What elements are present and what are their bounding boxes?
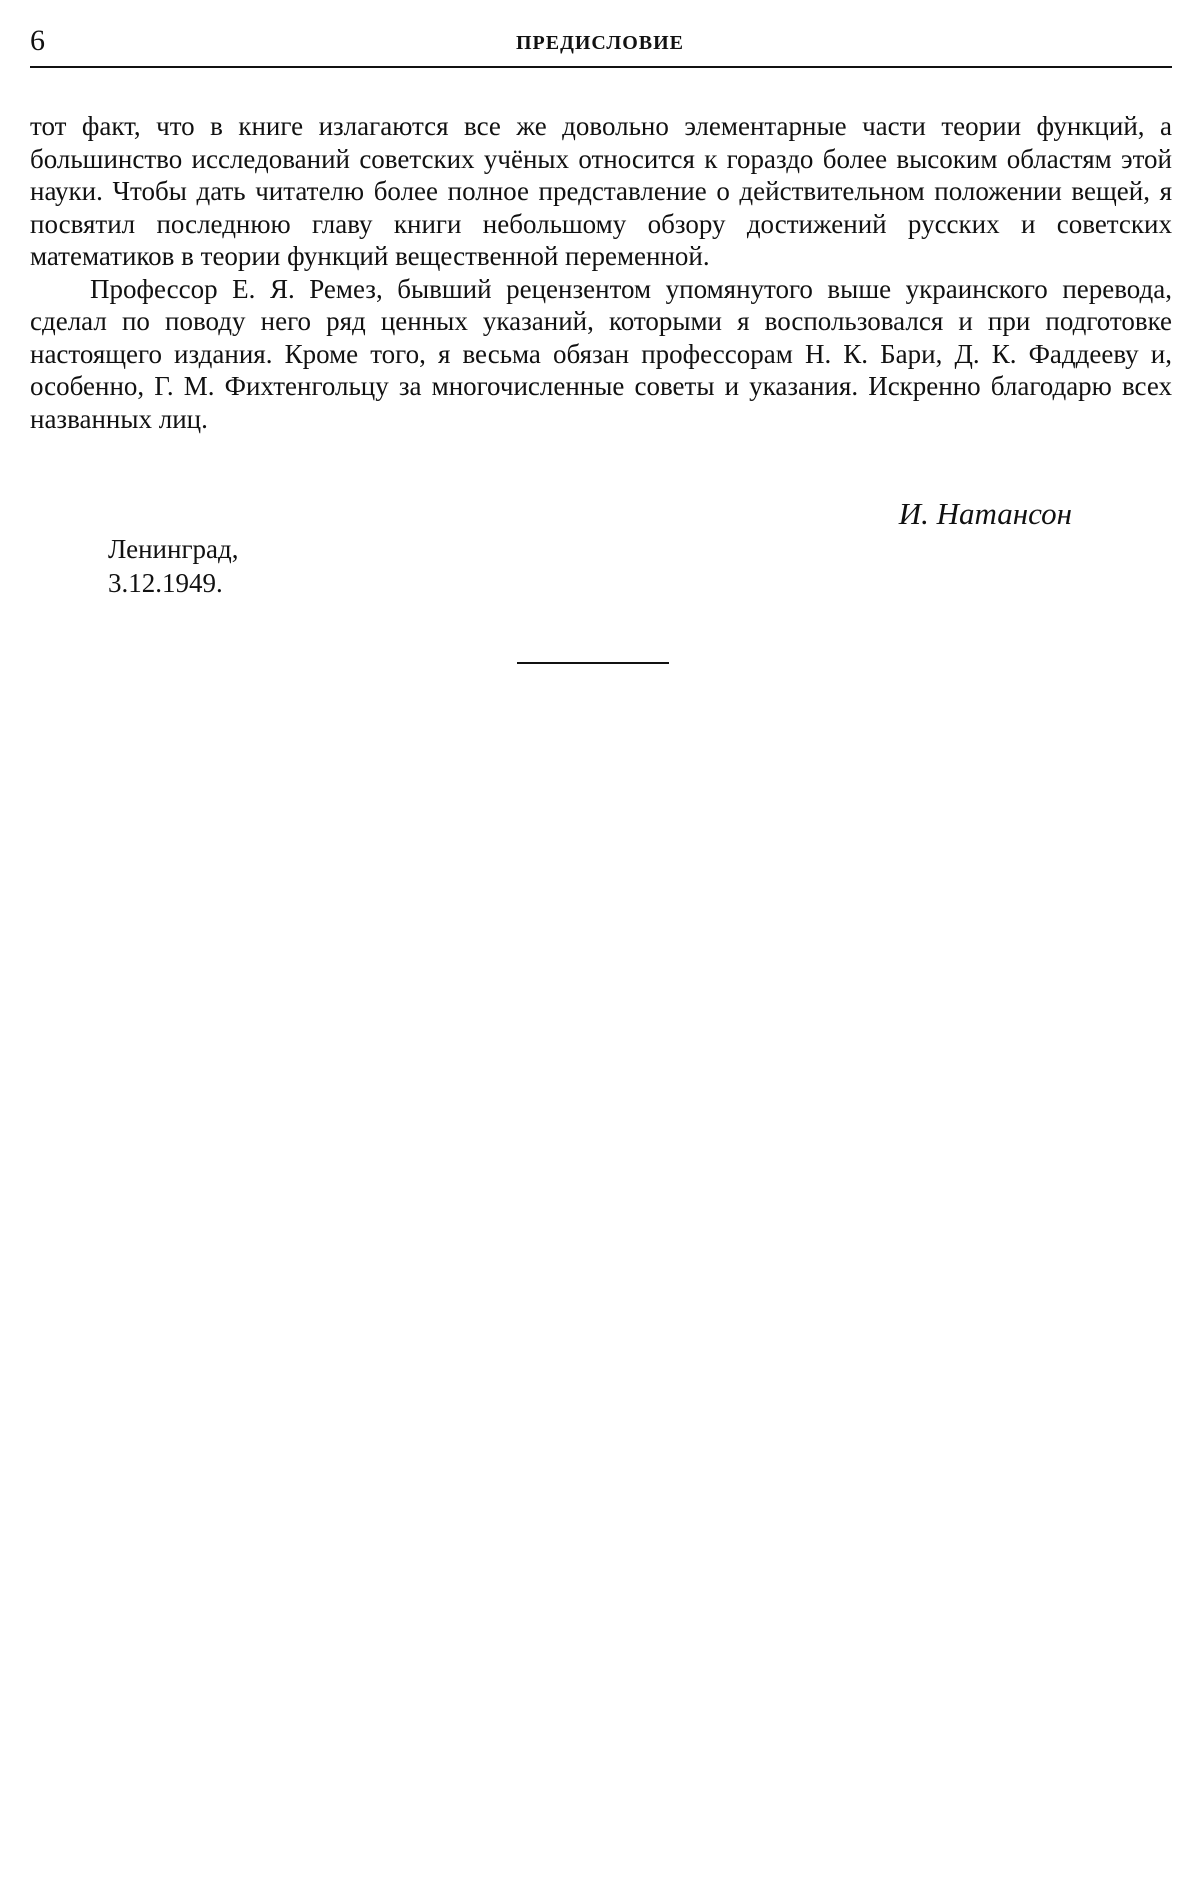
paragraph: тот факт, что в книге излагаются все же довольно элементарные части теории функций, а большинство исследований советских учёных относится к гораздо более высоким областям этой науки. Чтобы дать читателю более полное представление о действительном положении вещей, я посвятил последнюю главу книги небольшому обзору достижений русских и советских математиков в теории функций вещественной переменной. [30,111,1172,271]
page-number: 6 [30,24,45,57]
header-rule [30,66,1172,68]
section-end-rule [517,662,669,664]
running-title: ПРЕДИСЛОВИЕ [515,32,685,54]
paragraph: Профессор Е. Я. Ремез, бывший рецензентом упомянутого выше украинского перевода, сделал по поводу него ряд ценных указаний, которыми я воспользовался и при подготовке настоящего издания. Кроме того, я весьма обязан профессорам Н. К. Бари, Д. К. Фаддееву и, особенно, Г. М. Фихтенгольцу за многочисленные советы и указания. Искренно благодарю всех названных лиц. [30,273,1172,434]
author-signature: И. Натансон [898,496,1072,531]
body-text [30,110,1172,435]
place-line: Ленинград, [108,534,239,564]
date-line: 3.12.1949. [108,568,223,598]
